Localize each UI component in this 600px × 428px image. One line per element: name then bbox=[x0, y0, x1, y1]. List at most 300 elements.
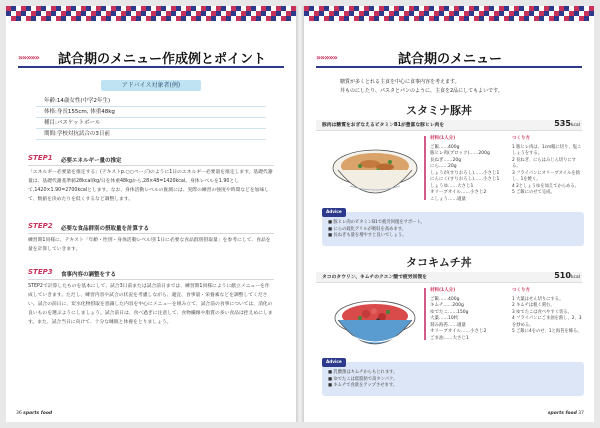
checker-tile bbox=[86, 16, 91, 21]
checker-tile bbox=[534, 11, 539, 16]
dish-title: タコキムチ丼 bbox=[406, 256, 472, 269]
checker-tile bbox=[589, 16, 594, 21]
checker-tile bbox=[314, 11, 319, 16]
checker-tile bbox=[46, 16, 51, 21]
checker-tile bbox=[191, 6, 196, 11]
page-number: 37 bbox=[578, 411, 584, 416]
advice-line: ■ キムチで食欲をアップさせます。 bbox=[328, 383, 398, 388]
checker-tile bbox=[16, 6, 21, 11]
checker-tile bbox=[256, 6, 261, 11]
checker-tile bbox=[449, 6, 454, 11]
method-steps bbox=[512, 136, 582, 197]
checker-tile bbox=[384, 6, 389, 11]
step1-label: STEP1 bbox=[28, 154, 53, 162]
dish-subtitle: 豚肉は糖質をおぎなえるビタミンB1が豊富な豚ヒレ肉を bbox=[316, 120, 582, 131]
checker-tile bbox=[126, 11, 131, 16]
left-page bbox=[6, 6, 296, 422]
checker-tile bbox=[509, 6, 514, 11]
ingredient: 豚ヒレ肉(ブロック)……200g bbox=[430, 151, 490, 156]
checker-tile bbox=[241, 6, 246, 11]
checker-tile bbox=[384, 16, 389, 21]
page-number: 36 bbox=[16, 411, 22, 416]
checker-tile bbox=[96, 6, 101, 11]
checker-tile bbox=[106, 11, 111, 16]
method-step: 1 大葉はせん切りにする。 bbox=[512, 296, 564, 302]
checker-tile bbox=[276, 16, 281, 21]
checker-tile bbox=[529, 16, 534, 21]
checker-tile bbox=[131, 16, 136, 21]
step2-label: STEP2 bbox=[28, 222, 53, 230]
ingredient: ごま油……大さじ1 bbox=[430, 335, 469, 341]
checker-tile bbox=[454, 16, 459, 21]
checker-tile bbox=[61, 11, 66, 16]
checker-tile bbox=[31, 6, 36, 11]
step1-text: 「エネルギー必要量を推定する」(テキストp.○○ページ)のように1日のエネルギー必要量を推定します。基礎代謝量は、基礎代謝基準値28kcal/kg/日を体重48kgから,28×48=1420kcal。身体レベルを1.90として,1420×1.90=2700kcalとします。なお、身体活動レベルの推測には、実際の練習の強度や時間などを加味して、数値を決めたりを低くするなど調整します。 bbox=[28, 170, 273, 202]
advice-line: ■ 豚ヒレ肉のビタミンB1で疲労回復をサポート。 bbox=[328, 220, 425, 225]
checker-tile bbox=[414, 16, 419, 21]
checker-tile bbox=[11, 11, 16, 16]
checker-tile bbox=[101, 6, 106, 11]
checker-tile bbox=[339, 6, 344, 11]
checker-tile bbox=[384, 11, 389, 16]
checker-tile bbox=[449, 16, 454, 21]
advice-line: ■ ゆでたこは低脂肪で高タンパク。 bbox=[328, 376, 398, 382]
advice-line: ■ 乳酸菌はキムチからもとれます。 bbox=[328, 370, 398, 375]
checker-tile bbox=[126, 16, 131, 21]
checker-tile bbox=[16, 16, 21, 21]
checker-tile bbox=[304, 11, 309, 16]
dish-subtitle: タコのタウリン、キムチのクエン酸で疲労回復を bbox=[316, 272, 582, 283]
checker-tile bbox=[271, 11, 276, 16]
checker-tile bbox=[579, 11, 584, 16]
checker-tile bbox=[479, 6, 484, 11]
checker-tile bbox=[81, 11, 86, 16]
checker-tile bbox=[291, 16, 296, 21]
checker-tile bbox=[424, 6, 429, 11]
calorie-value: 510kcal bbox=[554, 271, 580, 280]
checker-tile bbox=[539, 16, 544, 21]
checker-tile bbox=[344, 6, 349, 11]
checker-tile bbox=[509, 16, 514, 21]
checker-tile bbox=[256, 11, 261, 16]
checker-tile bbox=[319, 6, 324, 11]
checker-tile bbox=[41, 11, 46, 16]
checker-tile bbox=[309, 11, 314, 16]
checker-tile bbox=[276, 11, 281, 16]
checker-tile bbox=[106, 6, 111, 11]
checker-tile bbox=[374, 16, 379, 21]
checker-tile bbox=[111, 11, 116, 16]
checker-tile bbox=[76, 16, 81, 21]
checker-tile bbox=[91, 11, 96, 16]
checker-tile bbox=[379, 16, 384, 21]
checker-tile bbox=[266, 11, 271, 16]
checker-tile bbox=[46, 11, 51, 16]
checker-tile bbox=[21, 6, 26, 11]
checker-tile bbox=[266, 6, 271, 11]
checker-tile bbox=[549, 16, 554, 21]
checker-tile bbox=[81, 16, 86, 21]
method-steps bbox=[512, 288, 582, 336]
page-title: 試合期のメニュー作成例とポイント bbox=[58, 52, 267, 67]
checker-tile bbox=[564, 11, 569, 16]
method-step: 3 ゆでたこは食べやすく切る。 bbox=[512, 309, 572, 315]
checker-tile bbox=[251, 11, 256, 16]
checker-tile bbox=[424, 11, 429, 16]
checker-tile bbox=[251, 16, 256, 21]
advice-line: ■ 長ねぎも量を増やすと良いでしょう。 bbox=[328, 233, 407, 238]
checker-tile bbox=[26, 11, 31, 16]
left-heading-band bbox=[18, 48, 284, 68]
checker-tile bbox=[394, 16, 399, 21]
checker-tile bbox=[474, 6, 479, 11]
method-step: 5 ご飯に4をのせ、1と海苔を飾る。 bbox=[512, 329, 582, 334]
ingredient: ゆでたこ……150g bbox=[430, 309, 469, 315]
ingredients-box bbox=[424, 136, 506, 200]
checker-tile bbox=[181, 11, 186, 16]
checker-tile bbox=[151, 6, 156, 11]
checker-tile bbox=[514, 16, 519, 21]
checker-tile bbox=[136, 11, 141, 16]
checker-tile bbox=[206, 6, 211, 11]
checker-tile bbox=[51, 11, 56, 16]
checker-tile bbox=[389, 6, 394, 11]
checker-tile bbox=[519, 16, 524, 21]
checker-tile bbox=[354, 6, 359, 11]
checker-tile bbox=[514, 6, 519, 11]
checker-tile bbox=[509, 11, 514, 16]
dish-title: スタミナ豚丼 bbox=[406, 104, 472, 117]
checker-tile bbox=[246, 16, 251, 21]
checker-tile bbox=[564, 6, 569, 11]
checker-tile bbox=[161, 11, 166, 16]
divider bbox=[28, 279, 274, 280]
checker-tile bbox=[339, 11, 344, 16]
checker-tile bbox=[286, 16, 291, 21]
checker-tile bbox=[394, 11, 399, 16]
checker-tile bbox=[504, 11, 509, 16]
checker-tile bbox=[216, 11, 221, 16]
checker-tile bbox=[589, 11, 594, 16]
checker-tile bbox=[101, 16, 106, 21]
checker-tile bbox=[191, 11, 196, 16]
method-step: 3 フライパンにオリーブオイルを熱し、1を焼く。 bbox=[512, 170, 580, 182]
method-step: 4 フライパンにごま油を熱し、2、3を炒める。 bbox=[512, 316, 582, 328]
intro-line: 丼ものにしたり、パスタとパンのように、主食を2品にしてもよいです。 bbox=[340, 88, 503, 94]
checker-tile bbox=[231, 6, 236, 11]
checker-tile bbox=[6, 6, 11, 11]
advice-tag: Advice bbox=[322, 358, 346, 367]
right-footer bbox=[548, 411, 584, 416]
page-title: 試合期のメニュー bbox=[398, 52, 503, 67]
checker-tile bbox=[574, 16, 579, 21]
checker-tile bbox=[409, 16, 414, 21]
checker-tile bbox=[156, 11, 161, 16]
checker-tile bbox=[354, 16, 359, 21]
profile-list bbox=[36, 96, 266, 140]
method-step: 2 長ねぎ、にらはみじん切りにする。 bbox=[512, 157, 577, 169]
method-heading: つくり方 bbox=[512, 288, 530, 293]
checker-tile bbox=[186, 6, 191, 11]
checker-tile bbox=[31, 16, 36, 21]
checker-tile bbox=[464, 11, 469, 16]
checker-tile bbox=[6, 11, 11, 16]
checker-tile bbox=[231, 16, 236, 21]
checker-tile bbox=[449, 11, 454, 16]
checker-tile bbox=[186, 16, 191, 21]
checker-tile bbox=[319, 11, 324, 16]
checker-tile bbox=[424, 16, 429, 21]
intro-line: 糖質が多くとれる主食を中心に食事内容を考えます。 bbox=[340, 79, 460, 85]
checker-tile bbox=[369, 6, 374, 11]
checker-tile bbox=[409, 11, 414, 16]
checker-tile bbox=[21, 16, 26, 21]
checker-tile bbox=[211, 6, 216, 11]
checker-tile bbox=[359, 16, 364, 21]
checker-tile bbox=[484, 6, 489, 11]
checker-tile bbox=[66, 16, 71, 21]
checker-tile bbox=[479, 11, 484, 16]
checker-tile bbox=[51, 16, 56, 21]
checker-tile bbox=[399, 16, 404, 21]
checker-tile bbox=[271, 16, 276, 21]
checker-tile bbox=[66, 6, 71, 11]
checker-tile bbox=[344, 16, 349, 21]
checker-tile bbox=[464, 6, 469, 11]
checker-tile bbox=[216, 6, 221, 11]
checker-tile bbox=[434, 11, 439, 16]
checker-tile bbox=[151, 16, 156, 21]
checker-tile bbox=[21, 11, 26, 16]
profile-item: 体格:身長155cm, 体重48kg bbox=[36, 107, 266, 118]
checker-tile bbox=[176, 6, 181, 11]
checker-tile bbox=[211, 11, 216, 16]
checker-tile bbox=[91, 16, 96, 21]
checker-tile bbox=[241, 11, 246, 16]
checker-tile bbox=[96, 11, 101, 16]
step3-text: STEP2で計算したものを基本にして、試合3日前または試合前日までは、練習期1同様にように献立メニューを作成していきます。ただし、練習内容や試合の状況を考慮しながら、適宜、食事量・栄養素などを調整してください。試合の前日に、炭水化物摂取を意識した内容を中心にメニューを組み立て、試合前の食事については、消化の良いものを選ぶようにしましょう。試合前日は、食べ過ぎに注意して、食物繊維や脂質の多い食品は控えめにします。また、試合当日に向けて、十分な睡眠と休養をとりましょう。 bbox=[28, 284, 273, 325]
left-footer bbox=[16, 411, 52, 416]
checker-tile bbox=[559, 16, 564, 21]
checker-tile bbox=[334, 6, 339, 11]
checker-tile bbox=[559, 6, 564, 11]
checker-tile bbox=[439, 16, 444, 21]
checker-tile bbox=[246, 6, 251, 11]
chevron-decoration: »»»»» bbox=[18, 53, 39, 62]
checker-tile bbox=[256, 16, 261, 21]
calorie-value: 535kcal bbox=[554, 119, 580, 128]
method-step: 5 ご飯にのせて完成。 bbox=[512, 190, 555, 195]
checker-tile bbox=[569, 11, 574, 16]
right-page bbox=[304, 6, 594, 422]
checker-tile bbox=[41, 6, 46, 11]
checker-tile bbox=[569, 16, 574, 21]
checker-tile bbox=[444, 11, 449, 16]
checker-tile bbox=[61, 6, 66, 11]
checker-tile bbox=[444, 16, 449, 21]
step2-title: 必要な食品群別の摂取量を計算する bbox=[61, 226, 150, 232]
checker-tile bbox=[166, 6, 171, 11]
checker-tile bbox=[544, 11, 549, 16]
checker-tile bbox=[399, 11, 404, 16]
checker-tile bbox=[66, 11, 71, 16]
checker-tile bbox=[236, 16, 241, 21]
ingredient: しょうゆ……大さじ1 bbox=[430, 183, 474, 189]
checker-tile bbox=[404, 6, 409, 11]
checker-tile bbox=[419, 11, 424, 16]
checker-tile bbox=[61, 16, 66, 21]
checker-tile bbox=[494, 16, 499, 21]
checker-tile bbox=[394, 6, 399, 11]
checker-tile bbox=[464, 16, 469, 21]
checker-tile bbox=[291, 11, 296, 16]
checker-tile bbox=[389, 11, 394, 16]
checker-tile bbox=[359, 6, 364, 11]
checker-tile bbox=[226, 6, 231, 11]
step2-text: 練習期1同様に、テキスト「年齢・性別・身体活動レベル別 1日に必要な食品群別摂取量」を参考にして、食品を量を計算していきます。 bbox=[28, 238, 271, 252]
checker-tile bbox=[281, 16, 286, 21]
checker-tile bbox=[56, 6, 61, 11]
ingredient: オリーブオイル……小さじ2 bbox=[430, 190, 487, 195]
checker-tile bbox=[474, 11, 479, 16]
checker-tile bbox=[241, 16, 246, 21]
checker-tile bbox=[146, 11, 151, 16]
ingredients-box bbox=[424, 288, 506, 340]
checker-tile bbox=[434, 6, 439, 11]
intro-text bbox=[340, 78, 570, 96]
ingredients-heading: 材料(1人分) bbox=[430, 136, 456, 141]
checker-tile bbox=[494, 6, 499, 11]
checker-tile bbox=[309, 6, 314, 11]
checker-tile bbox=[176, 11, 181, 16]
checker-tile bbox=[364, 6, 369, 11]
checker-tile bbox=[266, 16, 271, 21]
ingredient: にら……20g bbox=[430, 164, 457, 169]
checker-tile bbox=[444, 6, 449, 11]
checker-tile bbox=[11, 16, 16, 21]
checker-tile bbox=[339, 16, 344, 21]
checker-tile bbox=[136, 16, 141, 21]
checker-tile bbox=[484, 16, 489, 21]
checker-tile bbox=[226, 11, 231, 16]
checker-tile bbox=[459, 11, 464, 16]
checker-tile bbox=[116, 6, 121, 11]
checker-tile bbox=[524, 6, 529, 11]
divider bbox=[28, 165, 274, 166]
checker-tile bbox=[216, 16, 221, 21]
checker-tile bbox=[181, 6, 186, 11]
step3-label: STEP3 bbox=[28, 268, 53, 276]
checker-tile bbox=[261, 11, 266, 16]
checker-tile bbox=[529, 6, 534, 11]
checker-tile bbox=[474, 16, 479, 21]
checker-tile bbox=[379, 6, 384, 11]
checker-tile bbox=[151, 11, 156, 16]
checker-tile bbox=[101, 11, 106, 16]
ingredient: こしょう……適量 bbox=[430, 196, 466, 202]
checker-tile bbox=[41, 16, 46, 21]
checker-tile bbox=[196, 11, 201, 16]
checker-tile bbox=[106, 16, 111, 21]
profile-item: 種目:バスケットボール bbox=[36, 118, 266, 129]
checker-tile bbox=[414, 11, 419, 16]
checker-tile bbox=[584, 6, 589, 11]
checker-tile bbox=[161, 16, 166, 21]
checker-tile bbox=[479, 16, 484, 21]
method-heading: つくり方 bbox=[512, 136, 530, 141]
checker-tile bbox=[236, 11, 241, 16]
checker-tile bbox=[136, 6, 141, 11]
checker-tile bbox=[544, 16, 549, 21]
checker-tile bbox=[246, 11, 251, 16]
checker-tile bbox=[329, 11, 334, 16]
checker-tile bbox=[171, 11, 176, 16]
checker-tile bbox=[31, 11, 36, 16]
checker-tile bbox=[514, 11, 519, 16]
checker-tile bbox=[454, 11, 459, 16]
checker-tile bbox=[161, 6, 166, 11]
checker-tile bbox=[334, 16, 339, 21]
checker-tile bbox=[131, 11, 136, 16]
checker-tile bbox=[359, 11, 364, 16]
checker-tile bbox=[579, 6, 584, 11]
method-step: 4 2としょうゆを加えてからめる。 bbox=[512, 183, 579, 189]
checker-tile bbox=[76, 6, 81, 11]
checker-tile bbox=[404, 16, 409, 21]
checker-tile bbox=[146, 6, 151, 11]
checker-tile bbox=[434, 16, 439, 21]
checker-tile bbox=[276, 6, 281, 11]
checker-tile bbox=[414, 6, 419, 11]
checker-tile bbox=[231, 11, 236, 16]
checker-tile bbox=[564, 16, 569, 21]
checker-tile bbox=[539, 11, 544, 16]
checker-tile bbox=[226, 16, 231, 21]
checker-tile bbox=[166, 11, 171, 16]
right-heading-band bbox=[316, 48, 582, 68]
checker-tile bbox=[116, 16, 121, 21]
checker-tile bbox=[51, 6, 56, 11]
checker-tile bbox=[71, 11, 76, 16]
checker-tile bbox=[314, 6, 319, 11]
ingredient: しょうが(すりおろし)……小さじ1 bbox=[430, 170, 500, 176]
checker-tile bbox=[211, 16, 216, 21]
checker-tile bbox=[221, 11, 226, 16]
checker-tile bbox=[419, 6, 424, 11]
checker-tile bbox=[574, 11, 579, 16]
profile-item: 年齢:14歳女性(中学2年生) bbox=[36, 96, 266, 107]
checker-tile bbox=[329, 6, 334, 11]
checker-tile bbox=[469, 6, 474, 11]
step3-title: 食事内容の調整をする bbox=[61, 272, 117, 278]
footer-brand: sports food bbox=[547, 411, 577, 416]
checker-tile bbox=[141, 11, 146, 16]
checker-tile bbox=[584, 16, 589, 21]
checker-tile bbox=[11, 6, 16, 11]
checker-tile bbox=[439, 6, 444, 11]
checker-tile bbox=[549, 11, 554, 16]
checker-tile bbox=[261, 16, 266, 21]
checker-tile bbox=[429, 11, 434, 16]
checker-tile bbox=[504, 16, 509, 21]
checker-tile bbox=[574, 6, 579, 11]
checker-tile bbox=[221, 16, 226, 21]
checker-tile bbox=[6, 16, 11, 21]
checker-tile bbox=[286, 6, 291, 11]
checker-tile bbox=[499, 6, 504, 11]
checker-tile bbox=[181, 16, 186, 21]
checker-tile bbox=[519, 11, 524, 16]
